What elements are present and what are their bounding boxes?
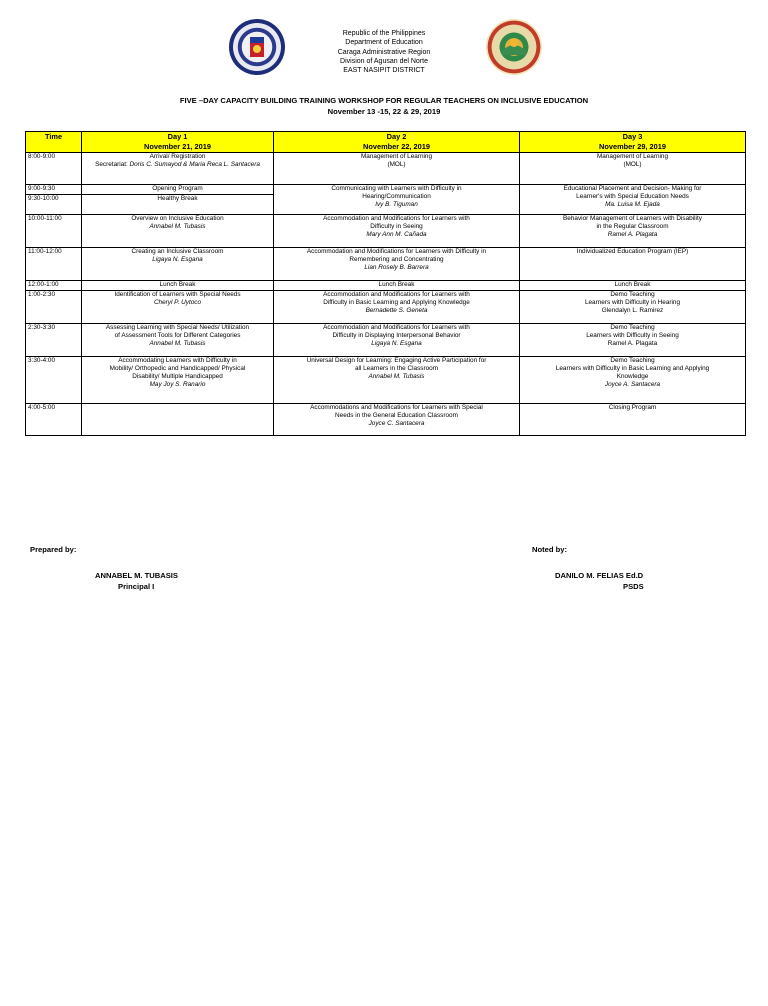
session-speaker: Joyce A. Santacera xyxy=(604,380,661,388)
title-line: FIVE –DAY CAPACITY BUILDING TRAINING WORKSHOP FOR REGULAR TEACHERS ON INCLUSIVE EDUCATION xyxy=(179,96,589,105)
day3-cell xyxy=(520,291,746,324)
session-title: Creating an Inclusive Classroom xyxy=(131,248,224,255)
header-sub: November 22, 2019 xyxy=(363,142,430,151)
header-line: Division of Agusan del Norte xyxy=(340,57,428,65)
header-sub: November 29, 2019 xyxy=(599,142,666,151)
day1-cell xyxy=(82,404,274,436)
noted-by-label: Noted by: xyxy=(532,545,568,554)
session-speaker: Ligaya N. Esgana xyxy=(152,255,203,263)
noted-by-name: DANILO M. FELIAS Ed.D xyxy=(555,571,644,580)
header-day3 xyxy=(520,132,746,153)
session-title: Assessing Learning with Special Needs/ Utilization of Assessment Tools for Different Categories xyxy=(105,324,250,339)
day1-cell xyxy=(82,248,274,281)
session-title: Arrival/ Registration xyxy=(149,153,206,160)
time-cell: 8:00-9:00 xyxy=(26,153,82,185)
day2-cell xyxy=(274,291,520,324)
noted-by-title: PSDS xyxy=(623,582,644,591)
session-title: Demo Teaching Learners with Difficulty in Basic Learning and Applying Knowledge xyxy=(555,357,710,380)
header-time xyxy=(26,132,82,153)
day1-cell xyxy=(82,291,274,324)
session-title: Communicating with Learners with Difficulty in Hearing/Communication xyxy=(331,185,462,200)
session-title: Accommodating Learners with Difficulty in Mobility/ Orthopedic and Handicapped/ Physical Disability/ Multiple Handicapped xyxy=(109,357,246,380)
day1-cell xyxy=(82,324,274,357)
session-speaker: May Joy S. Ranario xyxy=(149,380,206,388)
day3-cell xyxy=(520,215,746,248)
header-label: Day 1 xyxy=(167,132,188,141)
day1-cell: Healthy Break xyxy=(82,195,274,215)
time-cell: 2:30-3:30 xyxy=(26,324,82,357)
table-row xyxy=(26,281,746,291)
table-row xyxy=(26,185,746,195)
time-cell: 10:00-11:00 xyxy=(26,215,82,248)
day2-cell xyxy=(274,324,520,357)
header-day1 xyxy=(82,132,274,153)
session-title: Accommodation and Modifications for Learners with Difficulty in Displaying Interpersonal Behavior xyxy=(323,324,470,339)
table-row xyxy=(26,324,746,357)
header-line: Republic of the Philippines xyxy=(342,30,426,37)
day2-cell xyxy=(274,185,520,215)
day2-cell xyxy=(274,357,520,404)
time-cell: 12:00-1:00 xyxy=(26,281,82,291)
session-speaker: Lian Rosely B. Barrera xyxy=(364,263,429,271)
session-speaker: Annabel M. Tubasis xyxy=(149,222,206,230)
time-cell: 9:00-9:30 xyxy=(26,185,82,195)
session-speaker: Annabel M. Tubasis xyxy=(149,339,206,347)
session-speaker: Ma. Luisa M. Ejada xyxy=(605,200,660,208)
session-title: Accommodations and Modifications for Learners with Special Needs in the General Education Classroom xyxy=(310,404,483,419)
header-label: Time xyxy=(44,132,63,141)
header-day2 xyxy=(274,132,520,153)
day3-cell xyxy=(520,153,746,185)
time-cell: 11:00-12:00 xyxy=(26,248,82,281)
time-cell: 3:30-4:00 xyxy=(26,357,82,404)
schedule-table xyxy=(25,131,746,436)
session-title: Educational Placement and Decision- Making for Learner's with Special Education Needs xyxy=(563,185,702,200)
title-dates: November 13 -15, 22 & 29, 2019 xyxy=(327,107,441,116)
table-row xyxy=(26,357,746,404)
day1-cell: Lunch Break xyxy=(82,281,274,291)
session-speaker: Bernadette S. Geneta xyxy=(365,306,428,314)
table-header-row xyxy=(26,132,746,153)
header-sub: November 21, 2019 xyxy=(144,142,211,151)
day1-cell xyxy=(82,357,274,404)
day3-cell xyxy=(520,185,746,215)
day3-cell xyxy=(520,324,746,357)
header-line: Caraga Administrative Region xyxy=(337,48,431,56)
agency-header xyxy=(250,29,518,75)
document-title xyxy=(100,95,668,117)
session-speaker: Mary Ann M. Cañada xyxy=(366,230,427,238)
session-title: Management of Learning (MOL) xyxy=(596,153,669,168)
prepared-by-label: Prepared by: xyxy=(30,545,77,554)
session-title: Behavior Management of Learners with Disability in the Regular Classroom xyxy=(563,215,702,230)
session-title: Accommodation and Modifications for Learners with Difficulty in Remembering and Concentrating xyxy=(306,248,487,263)
day3-cell: Lunch Break xyxy=(520,281,746,291)
session-title: Management of Learning (MOL) xyxy=(360,153,433,168)
session-speaker: Ligaya N. Esgana xyxy=(371,339,422,347)
header-label: Day 2 xyxy=(386,132,407,141)
table-row xyxy=(26,248,746,281)
day2-cell: Lunch Break xyxy=(274,281,520,291)
day2-cell xyxy=(274,153,520,185)
day3-cell: Closing Program xyxy=(520,404,746,436)
session-title: Accommodation and Modifications for Learners with Difficulty in Seeing xyxy=(323,215,470,230)
session-speaker: Ramel A. Plagata xyxy=(607,230,658,238)
session-title: Overview on Inclusive Education xyxy=(131,215,224,222)
session-title: Accommodation and Modifications for Learners with Difficulty in Basic Learning and Applying Knowledge xyxy=(323,291,470,306)
day1-cell: Opening Program xyxy=(82,185,274,195)
time-cell: 9:30-10:00 xyxy=(26,195,82,215)
prepared-by-title: Principal I xyxy=(118,582,155,591)
session-speaker: Ivy B. Tiguman xyxy=(375,200,418,208)
session-speaker: Cheryl P. Uytoco xyxy=(153,298,202,306)
session-speaker: Annabel M. Tubasis xyxy=(368,372,425,380)
day1-cell xyxy=(82,153,274,185)
session-title: Demo Teaching Learners with Difficulty in Hearing Glendalyn L. Ramirez xyxy=(584,291,681,314)
table-row xyxy=(26,153,746,185)
time-cell: 4:00-5:00 xyxy=(26,404,82,436)
session-title: Universal Design for Learning: Engaging Active Participation for all Learners in the Classroom xyxy=(306,357,487,372)
session-speaker: Joyce C. Santacera xyxy=(368,419,425,427)
day1-cell xyxy=(82,215,274,248)
header-line: Department of Education xyxy=(345,39,423,47)
table-row xyxy=(26,404,746,436)
table-row xyxy=(26,291,746,324)
time-cell: 1:00-2:30 xyxy=(26,291,82,324)
header-line: EAST NASIPIT DISTRICT xyxy=(343,67,425,75)
day3-cell xyxy=(520,357,746,404)
session-title: Demo Teaching Learners with Difficulty in Seeing Ramel A. Plagata xyxy=(586,324,679,347)
secretariat-label: Secretariat: xyxy=(95,160,130,168)
header-label: Day 3 xyxy=(622,132,643,141)
day3-cell: Individualized Education Program (IEP) xyxy=(520,248,746,281)
session-title: Identification of Learners with Special Needs xyxy=(114,291,241,298)
day2-cell xyxy=(274,404,520,436)
prepared-by-name: ANNABEL M. TUBASIS xyxy=(95,571,178,580)
table-row xyxy=(26,215,746,248)
session-speaker: Doris C. Sumayod & Maria Reca L. Santacera xyxy=(129,160,260,168)
day2-cell xyxy=(274,248,520,281)
day2-cell xyxy=(274,215,520,248)
